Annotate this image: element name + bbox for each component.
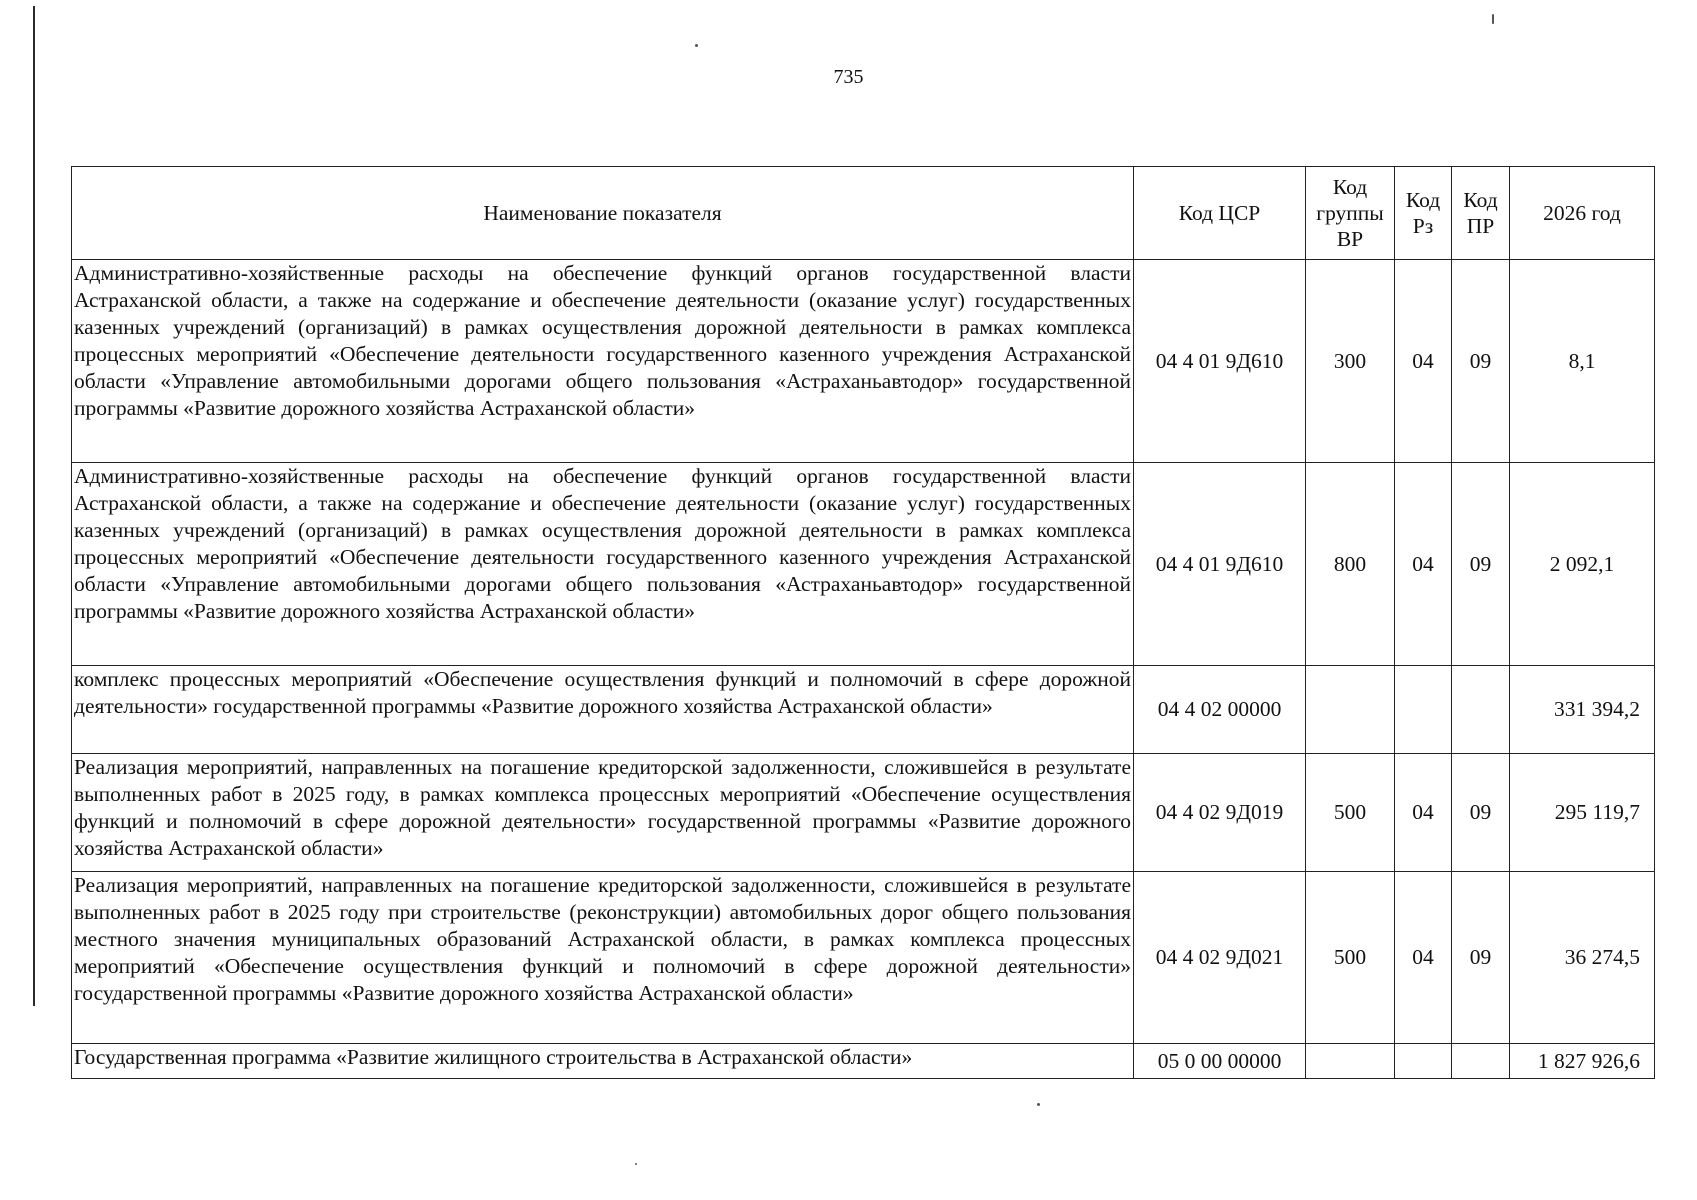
table-header-row	[72, 167, 1655, 260]
row-name: Реализация мероприятий, направленных на погашение кредиторской задолженности, сложившейся в результате выполненных работ в 2025 году при строительстве (реконструкции) автомобильных дорог общего пользования местного значения муниципальных образований Астраханской области, в рамках комплекса процессных мероприятий «Обеспечение осуществления функций и полномочий в сфере дорожной деятельности» государственной программы «Развитие дорожного хозяйства Астраханской области»	[72, 872, 1134, 1044]
table-row	[72, 1044, 1655, 1079]
scan-speck	[635, 1163, 637, 1165]
row-amount: 331 394,2	[1510, 666, 1655, 754]
row-pr: 09	[1452, 754, 1510, 872]
table-row	[72, 463, 1655, 666]
table-row	[72, 260, 1655, 463]
table-row	[72, 872, 1655, 1044]
row-pr	[1452, 1044, 1510, 1079]
scan-margin-line	[33, 6, 35, 1006]
row-rz: 04	[1395, 754, 1452, 872]
row-name: Административно-хозяйственные расходы на обеспечение функций органов государственной власти Астраханской области, а также на содержание и обеспечение деятельности (оказание услуг) государственных казенных учреждений (организаций) в рамках осуществления дорожной деятельности в рамках комплекса процессных мероприятий «Обеспечение деятельности государственного казенного учреждения Астраханской области «Управление автомобильными дорогами общего пользования «Астраханьавтодор» государственной программы «Развитие дорожного хозяйства Астраханской области»	[72, 260, 1134, 463]
scan-speck	[1492, 14, 1494, 24]
row-pr: 09	[1452, 463, 1510, 666]
header-name: Наименование показателя	[72, 167, 1134, 260]
row-vr: 800	[1306, 463, 1395, 666]
row-pr: 09	[1452, 872, 1510, 1044]
table-row	[72, 754, 1655, 872]
table-row	[72, 666, 1655, 754]
row-csr: 04 4 01 9Д610	[1134, 260, 1306, 463]
row-name: Административно-хозяйственные расходы на обеспечение функций органов государственной власти Астраханской области, а также на содержание и обеспечение деятельности (оказание услуг) государственных казенных учреждений (организаций) в рамках осуществления дорожной деятельности в рамках комплекса процессных мероприятий «Обеспечение деятельности государственного казенного учреждения Астраханской области «Управление автомобильными дорогами общего пользования «Астраханьавтодор» государственной программы «Развитие дорожного хозяйства Астраханской области»	[72, 463, 1134, 666]
row-rz: 04	[1395, 872, 1452, 1044]
row-pr	[1452, 666, 1510, 754]
scan-speck	[695, 44, 698, 47]
row-rz: 04	[1395, 463, 1452, 666]
header-rz: Код Рз	[1395, 167, 1452, 260]
scan-speck	[1037, 1103, 1040, 1106]
row-csr: 04 4 02 9Д021	[1134, 872, 1306, 1044]
row-amount: 36 274,5	[1510, 872, 1655, 1044]
row-csr: 05 0 00 00000	[1134, 1044, 1306, 1079]
header-year: 2026 год	[1510, 167, 1655, 260]
budget-table	[71, 166, 1655, 1079]
row-pr: 09	[1452, 260, 1510, 463]
row-csr: 04 4 02 9Д019	[1134, 754, 1306, 872]
row-vr: 500	[1306, 754, 1395, 872]
row-vr	[1306, 666, 1395, 754]
row-rz	[1395, 666, 1452, 754]
row-amount: 295 119,7	[1510, 754, 1655, 872]
row-csr: 04 4 01 9Д610	[1134, 463, 1306, 666]
row-vr: 300	[1306, 260, 1395, 463]
row-amount: 2 092,1	[1510, 463, 1655, 666]
row-rz: 04	[1395, 260, 1452, 463]
row-rz	[1395, 1044, 1452, 1079]
header-vr: Код группы ВР	[1306, 167, 1395, 260]
row-name: комплекс процессных мероприятий «Обеспечение осуществления функций и полномочий в сфере дорожной деятельности» государственной программы «Развитие дорожного хозяйства Астраханской области»	[72, 666, 1134, 754]
row-amount: 1 827 926,6	[1510, 1044, 1655, 1079]
page-number: 735	[833, 66, 864, 88]
header-pr: Код ПР	[1452, 167, 1510, 260]
row-amount: 8,1	[1510, 260, 1655, 463]
row-csr: 04 4 02 00000	[1134, 666, 1306, 754]
row-vr	[1306, 1044, 1395, 1079]
header-csr: Код ЦСР	[1134, 167, 1306, 260]
row-vr: 500	[1306, 872, 1395, 1044]
row-name: Государственная программа «Развитие жилищного строительства в Астраханской области»	[72, 1044, 1134, 1079]
row-name: Реализация мероприятий, направленных на погашение кредиторской задолженности, сложившейся в результате выполненных работ в 2025 году, в рамках комплекса процессных мероприятий «Обеспечение осуществления функций и полномочий в сфере дорожной деятельности» государственной программы «Развитие дорожного хозяйства Астраханской области»	[72, 754, 1134, 872]
